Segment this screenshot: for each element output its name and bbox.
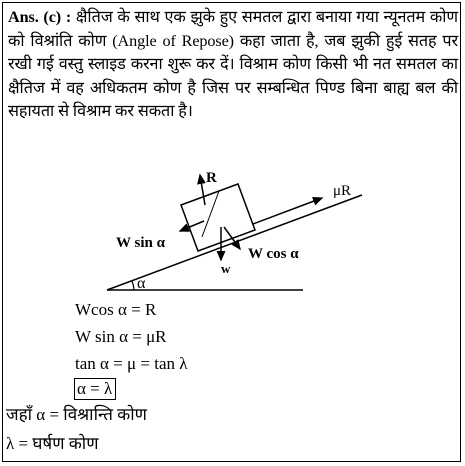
- weight-label: w: [221, 261, 231, 276]
- answer-paragraph: [8, 6, 458, 124]
- inclined-plane-diagram: [0, 160, 465, 300]
- equation-3: tan α = μ = tan λ: [75, 354, 188, 373]
- angle-arc: [132, 281, 134, 290]
- note-line-2: λ = घर्षण कोण: [6, 434, 99, 453]
- equation-4-boxed: α = λ: [74, 378, 116, 400]
- w-sin-label: W sin α: [116, 235, 165, 251]
- angle-label: α: [137, 275, 146, 292]
- friction-label: μR: [333, 183, 352, 199]
- friction-arrow: [253, 198, 322, 224]
- note-line-1: जहाँ α = विश्रान्ति कोण: [6, 405, 147, 424]
- answer-text: क्षैतिज के साथ एक झुके हुए समतल द्वारा बनाया गया न्यूनतम कोण को विश्रांति कोण (Angle of Repose) कहा जाता है, जब झुकी हुई सतह पर रखी गई वस्तु स्लाइड करना शुरू कर दें। विश्राम कोण किसी भी नत समतल का क्षैतिज में वह अधिकतम कोण है जिस पर सम्बन्धित पिण्ड बिना बाह्य बल की सहायता से विश्राम कर सकता है।: [8, 8, 458, 120]
- equation-2: W sin α = μR: [75, 327, 167, 346]
- w-cos-label: W cos α: [248, 246, 299, 262]
- equation-1: Wcos α = R: [75, 300, 157, 319]
- normal-label: R: [206, 170, 217, 186]
- answer-label: Ans. (c) :: [8, 8, 72, 26]
